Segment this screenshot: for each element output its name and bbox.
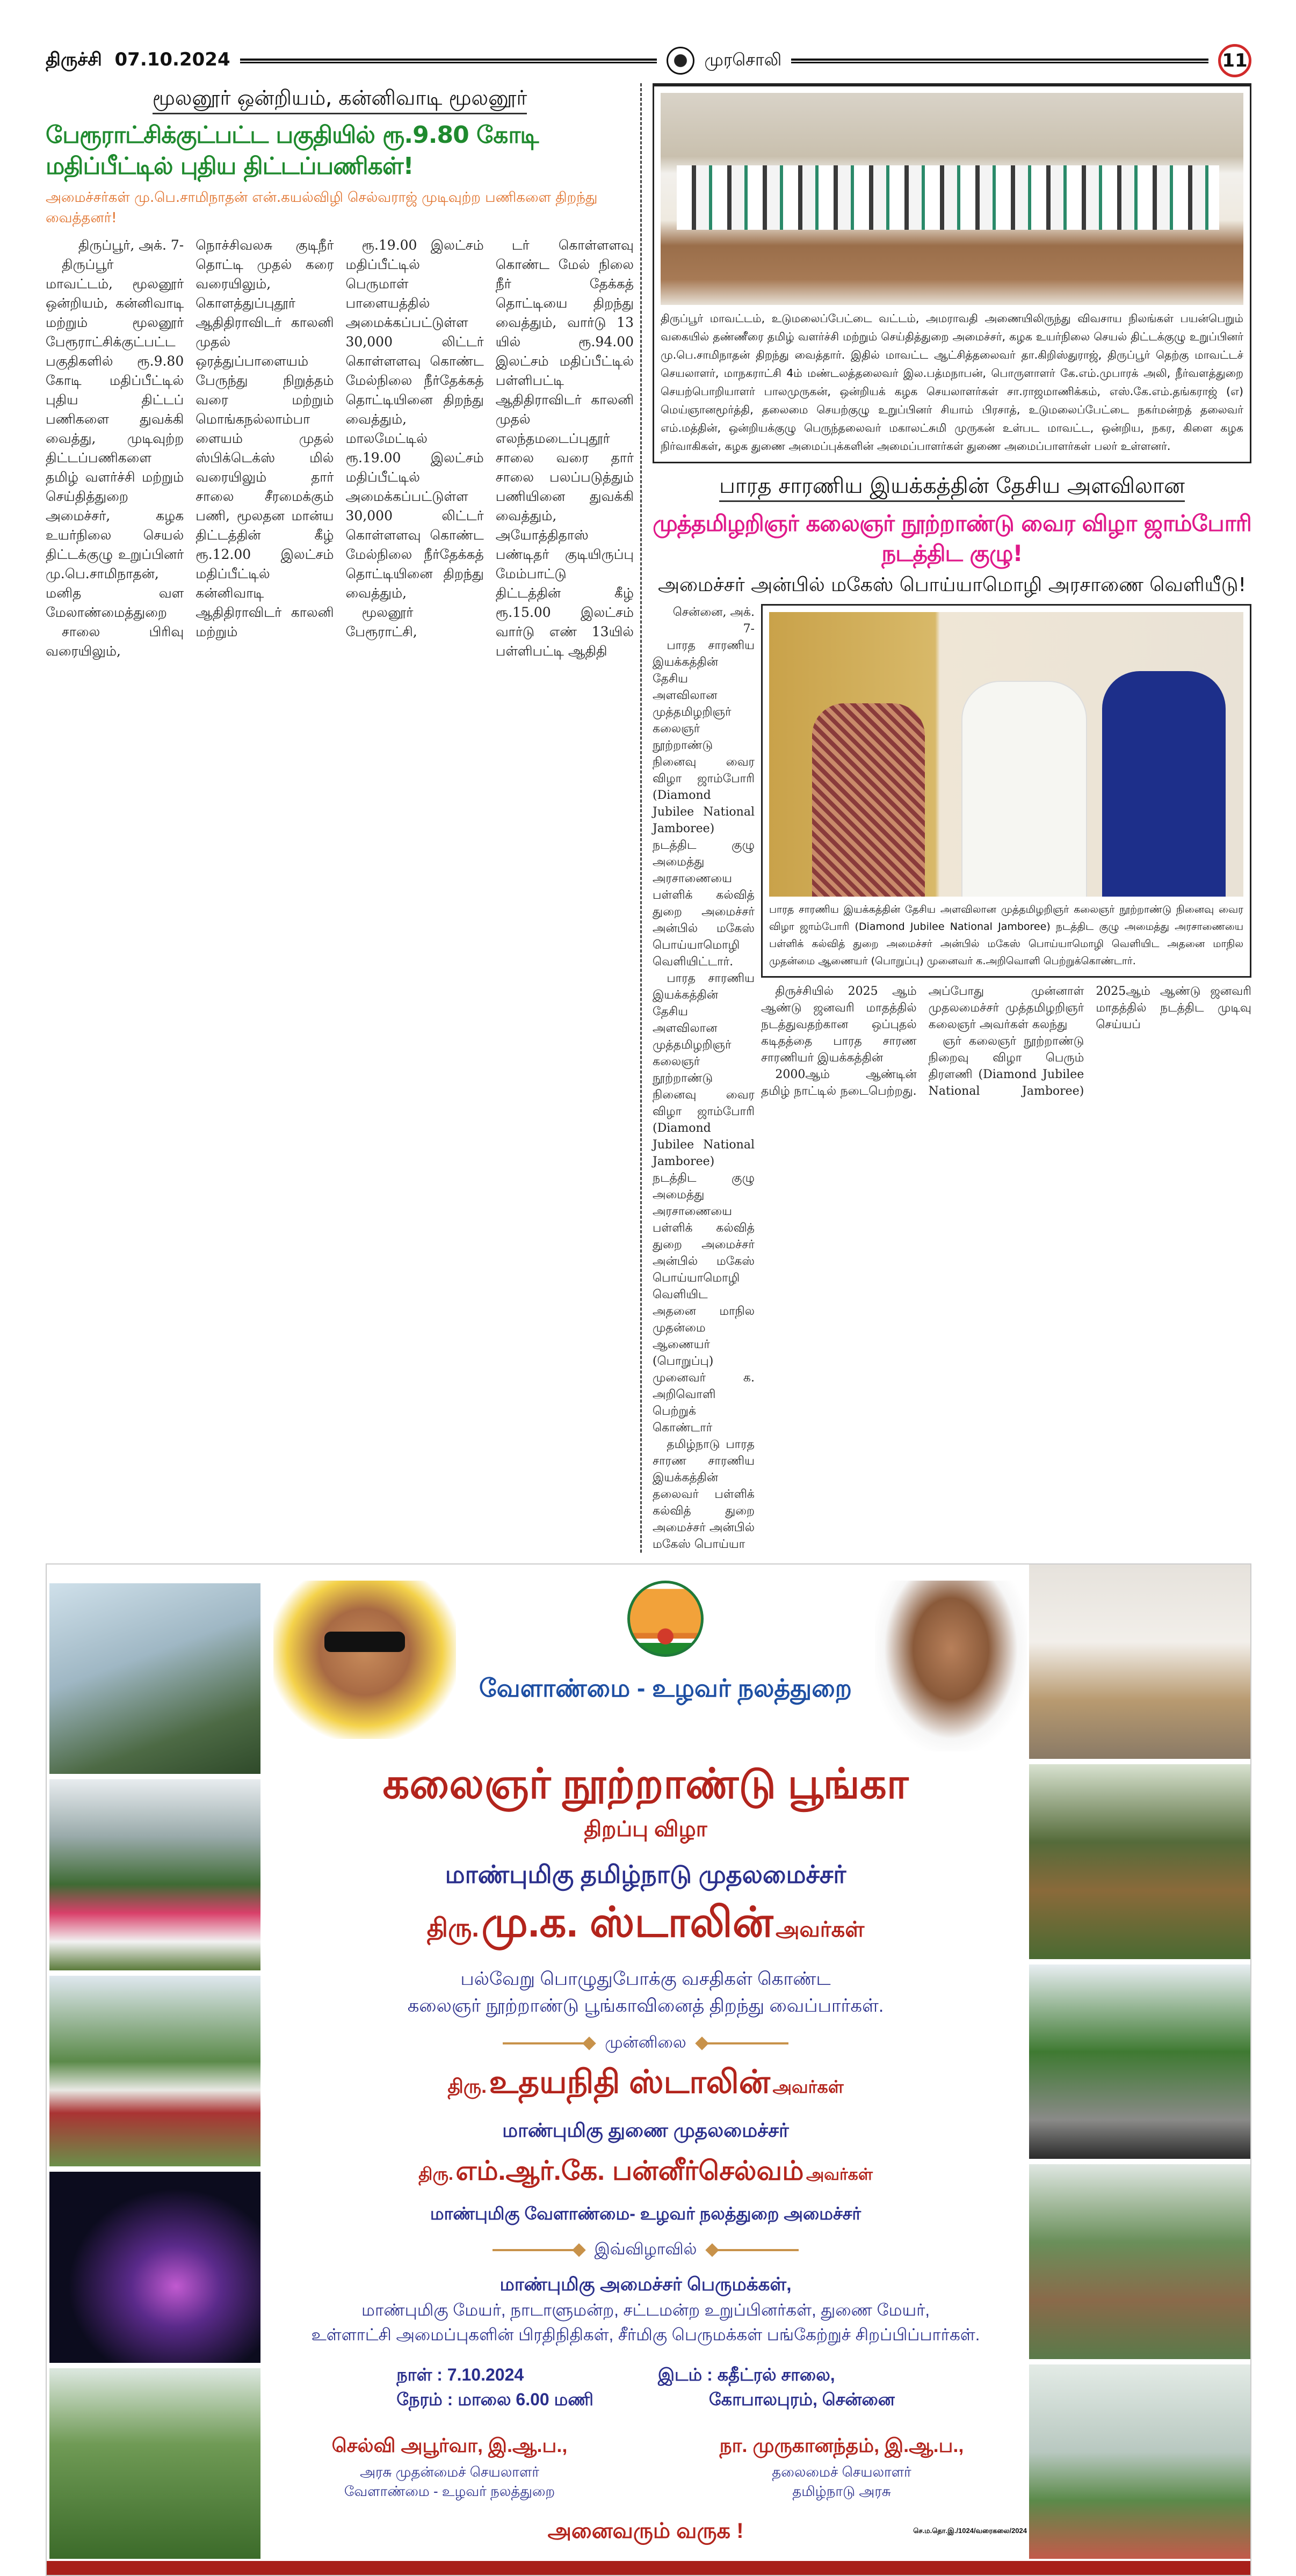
ad-attend-2: மாண்புமிகு மேயர், நாடாளுமன்ற, சட்டமன்ற உறுப்பினர்கள், துணை மேயர், (361, 2301, 930, 2319)
paragraph: ஞர் கலைஞர் நூற்றாண்டு நிறைவு விழா பெரும் திரளணி (Diamond Jubilee National Jamboree) 2025ஆம் ஆண்டு ஜனவரி மாதத்தில் நடத்திட முடிவு செய்யப் (928, 985, 1251, 1098)
right-column (653, 83, 1251, 1553)
photo-night-fountain (49, 2172, 260, 2362)
article1-kicker: மூலனூர் ஒன்றியம், கன்னிவாடி மூலனூர் (153, 86, 527, 114)
paper-name: முரசொலி (704, 49, 782, 70)
ad-signatory-1 (264, 2433, 635, 2501)
article1-body (46, 236, 634, 661)
cm-prefix: திரு. (426, 1914, 479, 1942)
ad-signatories (264, 2433, 1027, 2501)
person-white-shirt (962, 682, 1086, 897)
cm-honorific: அவர்கள் (775, 1918, 865, 1941)
article1-headline: பேரூராட்சிக்குட்பட்ட பகுதியில் ரூ.9.80 கோடி மதிப்பீட்டில் புதிய திட்டப்பணிகள்! (46, 121, 539, 180)
photo-people-group (677, 165, 1219, 230)
dcm-name: உதயநிதி ஸ்டாலின் (489, 2064, 770, 2100)
ad-center-column (264, 1581, 1027, 2556)
ad-minister-line (264, 2153, 1027, 2195)
signatory1-name: செல்வி அபூர்வா, இ.ஆ.ப., (331, 2434, 568, 2456)
portrait-chief-minister (875, 1581, 1027, 1751)
person-checked-shirt (812, 703, 925, 897)
person-blue-tshirt (1102, 671, 1226, 897)
time-label: நேரம் (396, 2390, 443, 2409)
news-section (46, 0, 1251, 1553)
paragraph: ரூ.19.00 இலட்சம் மதிப்பீட்டில் பெருமாள் பாளையத்தில் அமைக்கப்பட்டுள்ள 30,000 லிட்டர் கொள்ளளவு கொண்ட மேல்நிலை நீர்தேக்கத் தொட்டியினை திறந்து வைத்தும், மாலமேட்டில் ரூ.19.00 இலட்சம் மதிப்பீட்டில் அமைக்கப்பட்டுள்ள 30,000 லிட்டர் கொள்ளளவு கொண்ட மேல்நிலை நீர்தேக்கத் தொட்டியினை திறந்து வைத்தும், (345, 237, 484, 601)
ad-emblem-block (456, 1581, 875, 1703)
photo1-caption: திருப்பூர் மாவட்டம், உடுமலைப்பேட்டை வட்டம், அமராவதி அணையிலிருந்து விவசாய நிலங்கள் பயன்பெறும் வகையில் தண்ணீரை தமிழ் வளர்ச்சி மற்றும் செய்தித்துறை அமைச்சர், கழக உயர்நிலை செயல் திட்டக்குழு உறுப்பினர் மு.பெ.சாமிநாதன் திறந்து வைத்தார். இதில் மாவட்ட ஆட்சித்தலைவர் தா.கிறிஸ்துராஜ், திருப்பூர் தெற்கு மாவட்டச் செயலாளர், மாநகராட்சி 4ம் மண்டலத்தலைவர் இல.பத்மநாபன், பொருளாளர் கே.எம்.முபாரக் அலி, நீர்வளத்துறை செயற்பொறியாளர் பாலமுருகன், ஒன்றியக் கழக செயலாளர்கள் சா.ராஜமாணிக்கம், எஸ்.கே.எம்.தங்கராஜ் (எ) மெய்ஞானமூர்த்தி, தலைமை செயற்குழு உறுப்பினர் சியாம் பிரசாத், உடுமலைப்பேட்டை நகர்மன்றத் தலைவர் எம்.மத்தின், ஒன்றியக்குழு பெருந்தலைவர் மகாலட்சுமி முருகன் உள்பட மாவட்ட, ஒன்றிய, நகர, கிளை கழக நிர்வாகிகள், கழக துணை அமைப்புக்களின் அமைப்பாளர்கள் துணை அமைப்பாளர்கள் பலர் உள்ளனர். (661, 312, 1243, 453)
tn-government-emblem (627, 1581, 704, 1657)
ad-subtitle: திறப்பு விழா (584, 1817, 707, 1841)
ad-venue (658, 2362, 895, 2412)
article2-subhead: அமைச்சர் அன்பில் மகேஸ் பொய்யாமொழி அரசாணை வெளியீடு! (657, 574, 1247, 596)
ad-attend-3: உள்ளாட்சி அமைப்புகளின் பிரதிநிதிகள், சீர்மிகு பெருமக்கள் பங்கேற்றுச் சிறப்பிப்பார்கள். (311, 2325, 980, 2344)
ad-top-row (264, 1581, 1027, 1751)
photo-hedge-entrance (1029, 1964, 1250, 2159)
ad-presence-heading (264, 2031, 1027, 2055)
venue-line2: கோபாலபுரம், சென்னை (708, 2390, 895, 2409)
presence-label: முன்னிலை (605, 2034, 686, 2051)
ad-dcm-role: மாண்புமிகு துணை முதலமைச்சர் (502, 2119, 789, 2141)
dcm-honorific: அவர்கள் (772, 2077, 844, 2097)
ad-left-photos (49, 1583, 260, 2559)
cm-name: மு.க. ஸ்டாலின் (481, 1898, 773, 1946)
page-number: 11 (1218, 44, 1251, 77)
ornament-right (697, 2042, 788, 2044)
date-label: நாள் (396, 2365, 432, 2384)
ad-welcome: அனைவரும் வருக ! (547, 2519, 744, 2543)
signatory1-department: வேளாண்மை - உழவர் நலத்துறை (344, 2483, 555, 2499)
minister-honorific: அவர்கள் (806, 2166, 873, 2184)
paragraph: பாரத சாரணிய இயக்கத்தின் தேசிய அளவிலான முத்தமிழறிஞர் கலைஞர் நூற்றாண்டு நினைவு வைர விழா ஜாம்போரி (Diamond Jubilee National Jamboree) நடத்திட குழு அமைத்து அரசாணையை பள்ளிக் கல்வித் துறை அமைச்சர் அன்பில் மகேஸ் பொய்யாமொழி வெளியிட்டார். (653, 639, 755, 969)
photo-flower-nursery (49, 1779, 260, 1970)
ad-when-where (264, 2362, 1027, 2412)
ad-desc-2: கலைஞர் நூற்றாண்டு பூங்காவினைத் திறந்து வைப்பார்கள். (407, 1996, 884, 2016)
signatory2-role: தலைமைச் செயலாளர் (772, 2464, 911, 2480)
advertisement (46, 1563, 1251, 2576)
venue-line1: : கதீட்ரல் சாலை, (707, 2365, 835, 2384)
paragraph: மூலனூர் பேரூராட்சி, (345, 605, 417, 639)
article2-main (761, 604, 1251, 1553)
date-value: : 7.10.2024 (437, 2365, 524, 2384)
photo-garden-arches (49, 2368, 260, 2559)
paragraph: சாலை பிரிவு வரையிலும், நொச்சிவலசு குடிநீர் தொட்டி முதல் கரை வரையிலும், கொளத்துப்புதூர் ஆதிதிராவிடர் காலனி முதல் ஒரத்துப்பாளையம் பேருந்து நிறுத்தம் வரை மற்றும் மொங்கநல்லாம்பாளையம் முதல் ஸ்பிக்டெக்ஸ் மில் வரையிலும் தார் சாலை சீரமைக்கும் பணி, மூலதன மான்ய திட்டத்தின் கீழ் ரூ.12.00 இலட்சம் மதிப்பீட்டில் கன்னிவாடி ஆதிதிராவிடர் காலனி மற்றும் (46, 237, 334, 659)
article2-kicker-wrap (653, 471, 1251, 501)
edition: திருச்சி (46, 49, 102, 70)
ad-minister-role: மாண்புமிகு வேளாண்மை- உழவர் நலத்துறை அமைச்சர் (430, 2204, 861, 2223)
dateline: திருப்பூர், அக். 7- (78, 237, 184, 253)
paragraph: 2000ஆம் ஆண்டின் தமிழ் நாட்டில் நடைபெற்றது. அப்போது முன்னாள் முதலமைச்சர் முத்தமிழறிஞர் கலைஞர் அவர்கள் கலந்து (761, 985, 1084, 1098)
photo1-box (653, 83, 1251, 463)
paragraph: பாரத சாரணிய இயக்கத்தின் தேசிய அளவிலான முத்தமிழறிஞர் கலைஞர் நூற்றாண்டு நினைவு வைர விழா ஜாம்போரி (Diamond Jubilee National Jamboree) நடத்திட குழு அமைத்து அரசாணையை பள்ளிக் கல்வித் துறை அமைச்சர் அன்பில் மகேஸ் பொய்யாமொழி வெளியிட அதனை மாநில முதன்மை ஆணையர் (பொறுப்பு) முனைவர் க. அறிவொளி பெற்றுக் கொண்டார் (653, 972, 755, 1435)
ad-footer-row (264, 2517, 1027, 2545)
ornament-left (503, 2042, 594, 2044)
article1-subhead: அமைச்சர்கள் மு.பெ.சாமிநாதன் என்.கயல்விழி செல்வராஜ் முடிவுற்ற பணிகளை திறந்து வைத்தனர்! (46, 190, 598, 226)
attend-label: இவ்விழாவில் (594, 2240, 697, 2258)
photo-aviary (1029, 2364, 1250, 2559)
venue-label: இடம் (657, 2365, 703, 2384)
ad-signatory-2 (656, 2433, 1027, 2501)
dcm-prefix: திரு. (447, 2075, 487, 2097)
minister-name: எம்.ஆர்.கே. பன்னீர்செல்வம் (455, 2156, 804, 2186)
photo2-caption: பாரத சாரணிய இயக்கத்தின் தேசிய அளவிலான முத்தமிழறிஞர் கலைஞர் நூற்றாண்டு நினைவு வைர விழா ஜாம்போரி (Diamond Jubilee National Jamboree) நடத்திட குழு அமைத்து அரசாணையை பள்ளிக் கல்வித் துறை அமைச்சர் அன்பில் மகேஸ் பொய்யாமொழி வெளியிட அதனை மாநில முதன்மை ஆணையர் (பொறுப்பு) முனைவர் க.அறிவொளி பெற்றுக்கொண்டார். (769, 904, 1243, 967)
ad-attend-1: மாண்புமிகு அமைச்சர் பெருமக்கள், (499, 2274, 792, 2295)
ornament-right (707, 2249, 799, 2251)
photo-minister-handing-order (769, 612, 1243, 897)
ad-right-photos (1029, 1564, 1250, 2559)
paragraph: திருப்பூர் மாவட்டம், மூலனூர் ஒன்றியம், கன்னிவாடி மற்றும் மூலனூர் பேரூராட்சிக்குட்பட்ட பகுதிகளில் ரூ.9.80 கோடி மதிப்பீட்டில் புதிய திட்டப் பணிகளை துவக்கி வைத்து, முடிவுற்ற திட்டப்பணிகளை தமிழ் வளர்ச்சி மற்றும் செய்தித்துறை அமைச்சர், கழக உயர்நிலை செயல் திட்டக்குழு உறுப்பினர் மு.பெ.சாமிநாதன், மனித வள மேலாண்மைத்துறை (46, 257, 184, 620)
ad-reference-code: செ.ம.தொ.இ./1024/வரைகலை/2024 (913, 2526, 1027, 2535)
minister-prefix: திரு. (418, 2164, 453, 2184)
photo2-box (761, 604, 1251, 978)
photo-dam-water-release (661, 93, 1243, 305)
article2-kicker: பாரத சாரணிய இயக்கத்தின் தேசிய அளவிலான (719, 474, 1185, 502)
dateline: சென்னை, அக். 7- (672, 606, 755, 636)
ad-cm-role: மாண்புமிகு தமிழ்நாடு முதலமைச்சர் (445, 1860, 846, 1888)
photo-glasshouse (49, 1583, 260, 1774)
article1-kicker-wrap (46, 83, 634, 112)
ad-attend-heading (264, 2238, 1027, 2261)
paragraph: திருச்சியில் 2025 ஆம் ஆண்டு ஜனவரி மாதத்தில் நடத்துவதற்கான ஒப்புதல் கடிதத்தை பாரத சாரண சாரணியர் இயக்கத்தின் (761, 985, 917, 1065)
time-value: : மாலை 6.00 மணி (447, 2390, 593, 2409)
ad-dcm-line (264, 2062, 1027, 2111)
ad-department: வேளாண்மை - உழவர் நலத்துறை (479, 1674, 852, 1702)
photo-tree-house (1029, 1764, 1250, 1959)
sunglasses-icon (324, 1632, 405, 1652)
article1 (46, 83, 642, 1553)
signatory1-role: அரசு முதன்மைச் செயலாளர் (360, 2464, 539, 2480)
article2-bottom-body (761, 983, 1251, 1100)
paragraph: தமிழ்நாடு பாரத சாரண சாரணிய இயக்கத்தின் தலைவர் பள்ளிக் கல்வித் துறை அமைச்சர் அன்பில் மகேஸ் பொய்யா (653, 1438, 755, 1551)
ad-cm-line (264, 1897, 1027, 1959)
photo-rock-garden (1029, 2164, 1250, 2359)
issue-date: 07.10.2024 (114, 49, 230, 70)
ornament-left (493, 2249, 584, 2251)
article2-headline: முத்தமிழறிஞர் கலைஞர் நூற்றாண்டு வைர விழா ஜாம்போரி நடத்திட குழு! (653, 510, 1251, 566)
ad-date-time (396, 2362, 593, 2412)
article2-side-body (653, 604, 755, 1553)
signatory2-name: நா. முருகானந்தம், இ.ஆ.ப., (719, 2434, 964, 2456)
paragraph: டர் கொள்ளளவு கொண்ட மேல் நிலை நீர் தேக்கத் தொட்டியை திறந்து வைத்தும், வார்டு 13 யில் ரூ.94.00 இலட்சம் மதிப்பீட்டில் பள்ளிபட்டி ஆதிதிராவிடர் காலனி முதல் எலந்தமடைப்புதூர் சாலை வரை தார் சாலை பலப்படுத்தும் பணியினை துவக்கி வைத்தும், அயோத்திதாஸ் பண்டிதர் குடியிருப்பு மேம்பாட்டு திட்டத்தின் கீழ் ரூ.15.00 இலட்சம் வார்டு எண் 13யில் பள்ளிபட்டி ஆதிதி (495, 237, 634, 659)
article2-body-area (653, 604, 1251, 1553)
ad-desc-1: பல்வேறு பொழுதுபோக்கு வசதிகள் கொண்ட (460, 1969, 831, 1989)
portrait-kalaignar (273, 1581, 456, 1739)
photo-pavilion-palms (49, 1976, 260, 2166)
ad-bottom-bar (47, 2561, 1250, 2575)
ad-title: கலைஞர் நூற்றாண்டு பூங்கா (382, 1760, 909, 1807)
photo-museum-hall (1029, 1564, 1250, 1759)
signatory2-government: தமிழ்நாடு அரசு (792, 2483, 891, 2499)
